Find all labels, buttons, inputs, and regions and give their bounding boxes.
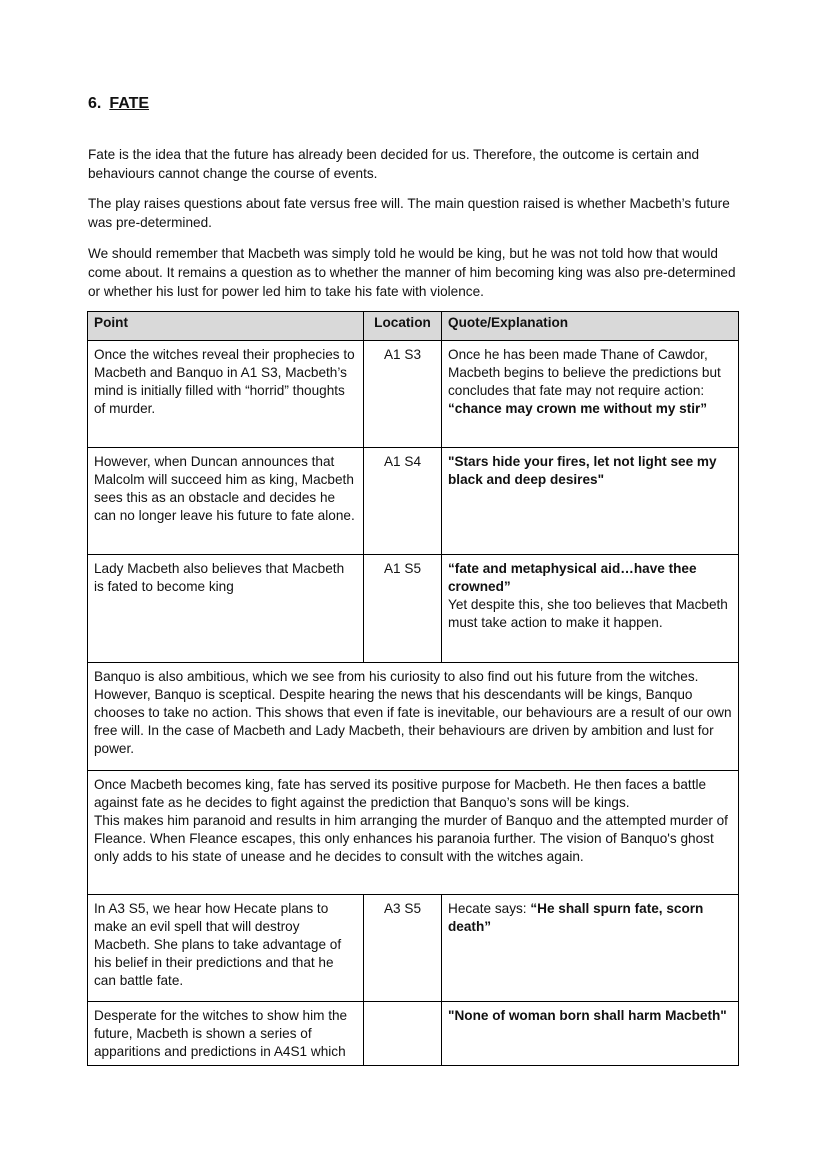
- quote-bold: "None of woman born shall harm Macbeth": [448, 1008, 727, 1023]
- location-cell: A1 S5: [364, 555, 442, 663]
- intro-paragraph-3: We should remember that Macbeth was simply told he would be king, but he was not told how that would come about. It remains a question as to whether the manner of him becoming king was also pre-determined or whether his lust for power led him to take his fate with violence.: [88, 246, 736, 299]
- intro-paragraph-2: The play raises questions about fate versus free will. The main question raised is whether Macbeth’s future was pre-determined.: [88, 196, 730, 230]
- location-cell: A1 S4: [364, 448, 442, 555]
- quote-bold: “fate and metaphysical aid…have thee crowned”: [448, 561, 697, 594]
- quote-cell: [442, 341, 739, 448]
- quote-cell: [442, 555, 739, 663]
- intro-paragraph-1: Fate is the idea that the future has already been decided for us. Therefore, the outcome is certain and behaviours cannot change the course of events.: [88, 147, 700, 181]
- quote-bold: “chance may crown me without my stir”: [448, 401, 708, 416]
- section-heading: [88, 95, 149, 113]
- full-width-cell: Banquo is also ambitious, which we see from his curiosity to also find out his future from the witches. However, Banquo is sceptical. Despite hearing the news that his descendants will be kings, Banquo chooses to take no action. This shows that even if fate is inevitable, our behaviours are a result of our own free will. In the case of Macbeth and Lady Macbeth, their behaviours are driven by ambition and lust for power.: [88, 663, 739, 771]
- quote-text: Once he has been made Thane of Cawdor, Macbeth begins to believe the predictions but concludes that fate may not require action:: [448, 347, 721, 398]
- quote-cell: [442, 448, 739, 555]
- point-cell: However, when Duncan announces that Malcolm will succeed him as king, Macbeth sees this as an obstacle and decides he can no longer leave his future to fate alone.: [88, 448, 364, 555]
- quote-cell: [442, 1002, 739, 1066]
- point-cell: Desperate for the witches to show him the future, Macbeth is shown a series of apparitions and predictions in A4S1 which: [88, 1002, 364, 1066]
- location-cell: A3 S5: [364, 895, 442, 1002]
- quote-bold: “He shall spurn fate, scorn death”: [448, 901, 704, 934]
- header-location: Location: [364, 312, 442, 341]
- section-number: 6.: [88, 95, 102, 112]
- location-cell: [364, 1002, 442, 1066]
- table-row: [88, 663, 739, 771]
- table-row: [88, 555, 739, 663]
- quote-text: Hecate says:: [448, 901, 531, 916]
- table-row: [88, 895, 739, 1002]
- header-quote: Quote/Explanation: [442, 312, 739, 341]
- fate-table: [87, 311, 739, 1066]
- table-row: [88, 448, 739, 555]
- header-point: Point: [88, 312, 364, 341]
- cell-paragraph-1: Once Macbeth becomes king, fate has served its positive purpose for Macbeth. He then faces a battle against fate as he decides to fight against the prediction that Banquo’s sons will be kings.: [94, 777, 707, 810]
- full-width-cell: [88, 771, 739, 895]
- location-cell: A1 S3: [364, 341, 442, 448]
- table-row: [88, 771, 739, 895]
- table-row: [88, 341, 739, 448]
- cell-paragraph-2: This makes him paranoid and results in him arranging the murder of Banquo and the attempted murder of Fleance. When Fleance escapes, this only enhances his paranoia further. The vision of Banquo's ghost only adds to his state of unease and he decides to consult with the witches again.: [94, 813, 728, 864]
- quote-bold: "Stars hide your fires, let not light see my black and deep desires": [448, 454, 717, 487]
- section-title: FATE: [109, 95, 150, 112]
- point-cell: Lady Macbeth also believes that Macbeth is fated to become king: [88, 555, 364, 663]
- table-header-row: [88, 312, 739, 341]
- table-row: [88, 1002, 739, 1066]
- point-cell: In A3 S5, we hear how Hecate plans to make an evil spell that will destroy Macbeth. She plans to take advantage of his belief in their predictions and that he can battle fate.: [88, 895, 364, 1002]
- quote-cell: [442, 895, 739, 1002]
- quote-extra: Yet despite this, she too believes that Macbeth must take action to make it happen.: [448, 597, 728, 630]
- point-cell: Once the witches reveal their prophecies to Macbeth and Banquo in A1 S3, Macbeth’s mind is initially filled with “horrid” thoughts of murder.: [88, 341, 364, 448]
